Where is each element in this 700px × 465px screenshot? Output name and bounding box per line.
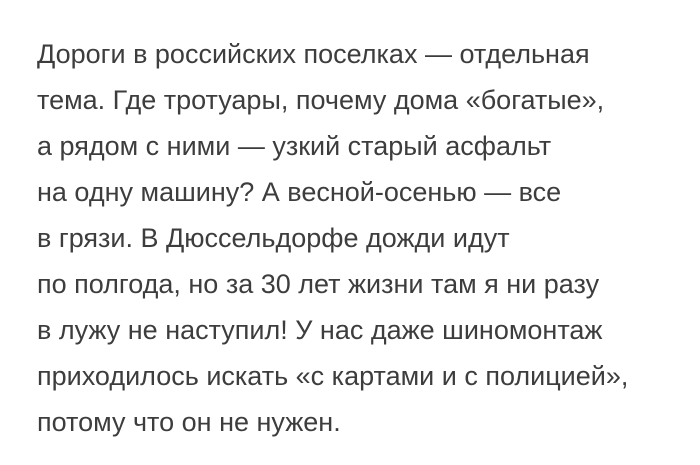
paragraph-line: Дороги в российских поселках — отдельная — [37, 39, 590, 69]
paragraph-line: по полгода, но за 30 лет жизни там я ни разу — [37, 269, 600, 299]
paragraph-line: а рядом с ними — узкий старый асфальт — [37, 131, 552, 161]
paragraph-line: тема. Где тротуары, почему дома «богатые», — [37, 85, 605, 115]
paragraph-line: приходилось искать «с картами и с полицией», — [37, 361, 629, 391]
paragraph-text-block — [37, 31, 677, 445]
paragraph-line: на одну машину? А весной-осенью — все — [37, 177, 562, 207]
paragraph-line: в грязи. В Дюссельдорфе дожди идут — [37, 223, 510, 253]
paragraph-line: в лужу не наступил! У нас даже шиномонтаж — [37, 315, 603, 345]
paragraph-line: потому что он не нужен. — [37, 407, 341, 437]
